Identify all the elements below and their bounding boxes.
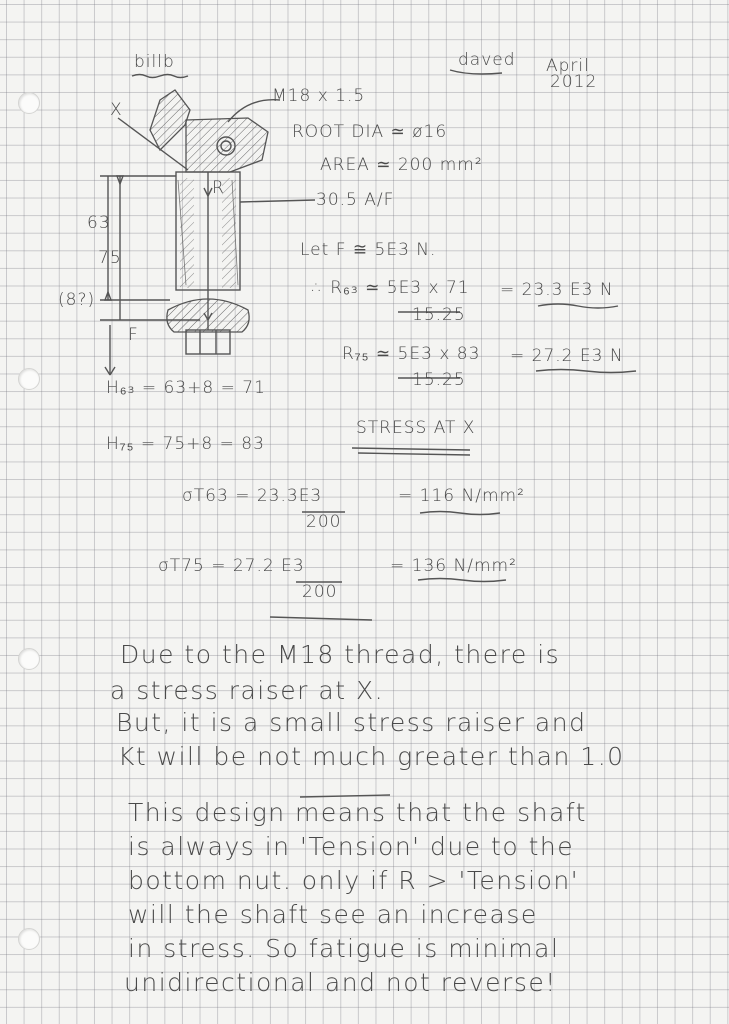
author-left: billb (134, 52, 175, 72)
date-year: 2012 (550, 72, 598, 92)
label-f: F (128, 325, 139, 345)
note-line: But, it is a small stress raiser and (116, 708, 587, 737)
dim-8: (8?) (58, 290, 96, 310)
r63-result: = 23.3 E3 N (500, 280, 614, 300)
af-callout: 30.5 A/F (316, 190, 395, 210)
sigma-t75-result: = 136 N/mm² (390, 556, 517, 576)
label-x: X (110, 100, 123, 120)
sigma-t75-numerator: σT75 = 27.2 E3 (158, 556, 305, 576)
note-line: unidirectional and not reverse! (124, 968, 557, 997)
date-month: April (546, 56, 590, 76)
note-line: This design means that the shaft (128, 798, 587, 827)
sigma-t75-denominator: 200 (302, 582, 338, 602)
r63-denominator: 15.25 (412, 305, 466, 325)
r75-numerator: R₇₅ ≃ 5E3 x 83 (342, 344, 481, 364)
h75: H₇₅ = 75+8 = 83 (106, 434, 265, 454)
sigma-t63-numerator: σT63 = 23.3E3 (182, 486, 323, 506)
sigma-t63-denominator: 200 (306, 512, 342, 532)
note-line: in stress. So fatigue is minimal (128, 934, 560, 963)
sigma-t63-result: = 116 N/mm² (398, 486, 525, 506)
label-r: R (212, 178, 225, 198)
thread-callout: M18 x 1.5 (272, 86, 366, 106)
note-line: is always in 'Tension' due to the (128, 832, 575, 861)
stress-heading: STRESS AT X (356, 418, 476, 438)
root-dia: ROOT DIA ≃ ø16 (292, 122, 448, 142)
dim-63: 63 (87, 213, 111, 233)
r75-denominator: 15.25 (412, 370, 466, 390)
note-line: Due to the M18 thread, there is (120, 640, 561, 669)
note-line: Kt will be not much greater than 1.0 (118, 742, 625, 771)
area: AREA ≃ 200 mm² (320, 155, 483, 175)
dim-75: 75 (98, 248, 122, 268)
author-right: daved (458, 50, 516, 70)
r63-numerator: ∴ R₆₃ ≃ 5E3 x 71 (312, 278, 470, 298)
note-line: will the shaft see an increase (128, 900, 538, 929)
h63: H₆₃ = 63+8 = 71 (106, 378, 266, 398)
note-line: a stress raiser at X. (110, 676, 385, 705)
let-f: Let F ≅ 5E3 N. (300, 240, 437, 260)
r75-result: = 27.2 E3 N (510, 346, 624, 366)
upper-body-hatch (150, 90, 190, 150)
note-line: bottom nut. only if R > 'Tension' (128, 866, 580, 895)
